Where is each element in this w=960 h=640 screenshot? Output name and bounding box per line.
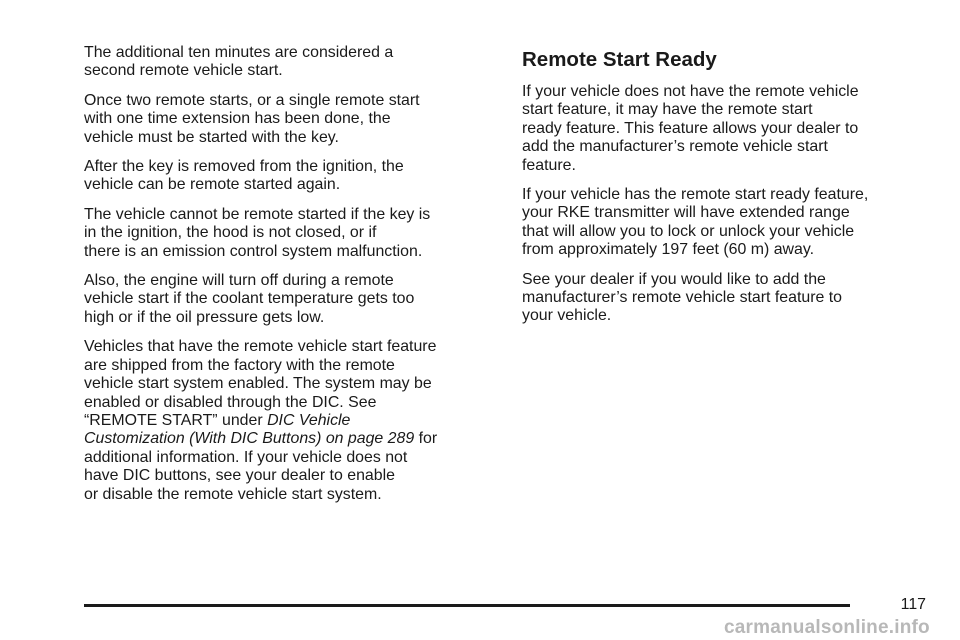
paragraph-rke-extended-range: If your vehicle has the remote start ready feature, your RKE transmitter will have extended range that will allow you to lock or unlock your vehicle from approximately 197 feet (60 m) away. xyxy=(522,186,869,259)
paragraph-cannot-remote-start: The vehicle cannot be remote started if the key is in the ignition, the hood is not closed, or if there is an emission control system malfunction. xyxy=(84,205,431,260)
paragraph-engine-turn-off: Also, the engine will turn off during a remote vehicle start if the coolant temperature gets too high or if the oil pressure gets low. xyxy=(84,272,415,326)
section-heading: Remote Start Ready xyxy=(522,48,717,71)
paragraph-key-removed: After the key is removed from the ignition, the vehicle can be remote started again. xyxy=(84,158,404,194)
factory-text-before-ref: Vehicles that have the remote vehicle start feature are shipped from the factory with the remote vehicle start system enabled. The system may be enabled or disabled through the DIC. See “REMOTE START” under xyxy=(84,338,437,429)
paragraph-two-remote-starts: Once two remote starts, or a single remote start with one time extension has been done, the vehicle must be started with the key. xyxy=(84,91,420,146)
factory-text-after-ref: for additional information. If your vehicle does not have DIC buttons, see your dealer to enable or disable the remote vehicle start system. xyxy=(84,430,438,503)
paragraph-additional-minutes: The additional ten minutes are considered a second remote vehicle start. xyxy=(84,44,394,80)
paragraph-factory-enabled xyxy=(84,338,492,504)
left-column xyxy=(84,44,492,515)
right-column xyxy=(522,44,922,337)
paragraph-see-dealer: See your dealer if you would like to add the manufacturer’s remote vehicle start feature to your vehicle. xyxy=(522,270,843,325)
watermark-text: carmanualsonline.info xyxy=(724,617,930,638)
page-number: 117 xyxy=(900,596,926,613)
paragraph-remote-start-ready-feature: If your vehicle does not have the remote vehicle start feature, it may have the remote start ready feature. This feature allows your dealer to add the manufacturer’s remote vehicle start feature. xyxy=(522,83,859,174)
footer-rule xyxy=(84,604,850,607)
dic-customization-reference-link[interactable]: DIC Vehicle Customization (With DIC Buttons) on page 289 xyxy=(84,411,415,448)
